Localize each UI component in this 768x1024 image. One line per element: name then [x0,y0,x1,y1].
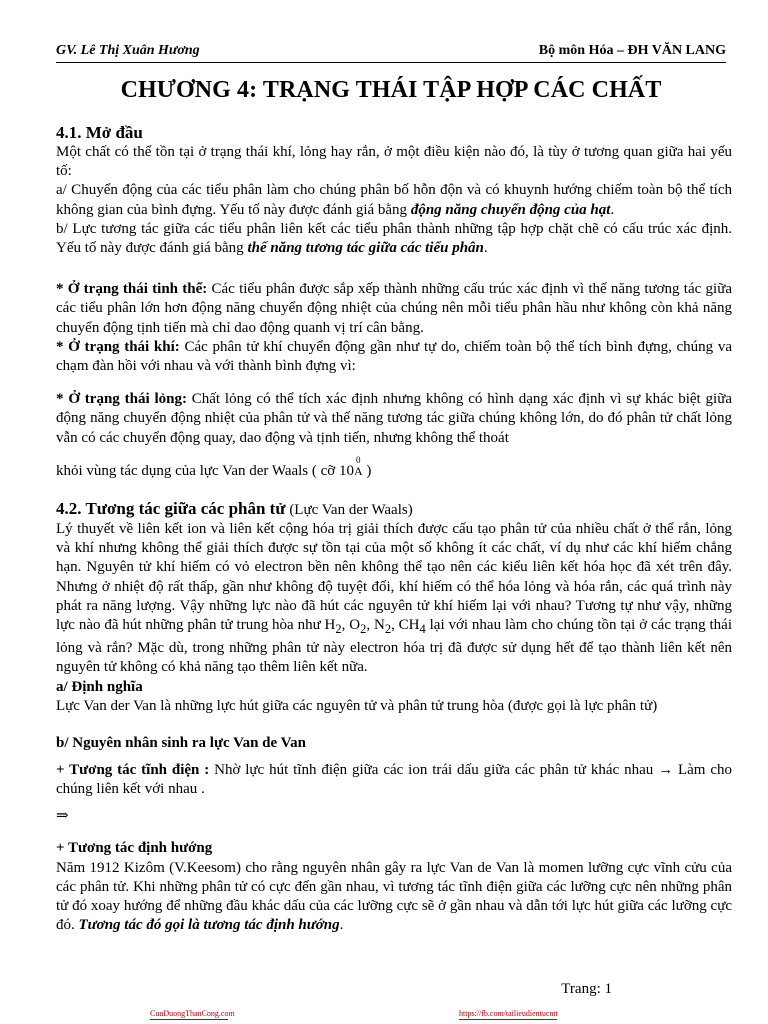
subscript: 2 [360,622,367,637]
section-4-2-text1: Lý thuyết về liên kết ion và liên kết cộng hóa trị giải thích được cấu tạo phân tử của nhiều chất ở thể rắn, lỏng và khí nhưng không thể giải thích được sự tồn tại của một số không ít các chất, ví dụ như các khí hiếm chẳng hạn. Nguyên tử khí hiếm có vỏ electron bền nên không thể tạo nên các kiểu liên kết hóa học đã xét trên đây. Nhưng ở nhiệt độ rất thấp, gần như không độ tuyệt đối, khí hiếm có thể hóa lỏng và hóa rắn, các quá trình này phát ra năng lượng. Vậy những lực nào đã hút các nguyên tử khí hiếm lại với nhau? Tương tự như vậy, những lực nào đã hút những phân tử trung hòa như H [56,521,732,634]
gas-state-paragraph [56,338,732,376]
footer-source-link[interactable]: CuuDuongThanCong.com [150,1009,235,1018]
section-4-2-heading [56,499,732,520]
section-4-1-heading: 4.1. Mở đầu [56,123,143,142]
orientation-end: . [339,917,344,934]
factor-b-text: b/ Lực tương tác giữa các tiểu phân liên kết các tiểu phân thành những tập hợp chặt chẽ có cấu trúc xác định. Yếu tố này được đánh giá bằng [56,220,732,257]
section-4-2-title: 4.2. Tương tác giữa các phân tử [56,499,286,519]
solid-state-label: * Ở trạng thái tinh thể: [56,281,208,298]
factor-a-end: . [610,201,615,218]
footer-link-underline [459,1019,557,1020]
factor-a-text: a/ Chuyển động của các tiểu phân làm cho chúng phân bố hỗn độn và có khuynh hướng chiếm toàn bộ thể tích không gian của bình đựng. Yếu tố này được đánh giá bằng [56,182,732,218]
header-author: GV. Lê Thị Xuân Hương [56,43,200,58]
header-divider [56,62,726,63]
footer-link-underline [150,1019,228,1020]
comma: , [391,617,399,634]
orientation-heading: + Tương tác định hướng [56,840,213,857]
solid-state-text: Các tiểu phân được sắp xếp thành những cấu trúc xác định vì thế năng tương tác giữa các tiểu phân lớn hơn động năng chuyển động nhiệt của chúng nên mỗi tiểu phân hầu như không còn khả năng chuyển động tịnh tiến mà chỉ dao động quanh vị trí cân bằng. [56,281,732,336]
electrostatic-label: + Tương tác tĩnh điện : [56,762,210,779]
section-4-2-subtitle: (Lực Van der Waals) [285,502,413,519]
orientation-emphasis: Tương tác đó gọi là tương tác định hướng [78,917,340,934]
section-4-2-paragraph [56,520,732,678]
implies-symbol: ⇒ [56,808,69,825]
angstrom-unit [353,454,363,481]
gas-state-label: * Ở trạng thái khí: [56,338,180,355]
liquid-state-label: * Ở trạng thái lỏng: [56,391,187,408]
electrostatic-paragraph [56,761,732,799]
liquid-state-text: Chất lỏng có thể tích xác định nhưng không có hình dạng xác định vì sự khác biệt giữa động năng chuyển động nhiệt của phân tử và thế năng tương tác giữa chúng không lớn, do đó phân tử chất lỏng vẫn có các chuyển động quay, dao động và tịnh tiến, nhưng không thể thoát [56,391,732,446]
header-department: Bộ môn Hóa – ĐH VĂN LANG [538,43,726,58]
liquid-state-close: ) [362,462,372,479]
angstrom-ring: 0 [355,454,361,465]
page-header [56,43,726,59]
section-4-2-text2: lại với nhau làm cho chúng tồn tại ở các trạng thái lỏng và rắn? Mặc dù, trong những phân tử này electron hóa trị đã được sử dụng hết để tạo thành liên kết nên nguyên tử không có khả năng tạo thêm liên kết nữa. [56,617,733,676]
factor-a-emphasis: động năng chuyển động của hạt [410,201,611,218]
electrostatic-text: Nhờ lực hút tĩnh điện giữa các ion trái dấu giữa các phân tử khác nhau → Làm cho chúng liên kết với nhau . [56,762,732,798]
subscript: 2 [335,622,342,637]
orientation-paragraph [56,859,732,936]
subscript: 4 [419,622,426,637]
formula-o: O [349,617,361,634]
factor-b-end: . [483,240,488,257]
footer-facebook-link[interactable]: https://fb.com/tailieudientucntt [459,1009,558,1018]
angstrom-letter: A [353,463,363,478]
orientation-text: Năm 1912 Kizôm (V.Keesom) cho rằng nguyên nhân gây ra lực Van de Van là momen lưỡng cực vĩnh cửu của các phân tử. Khi những phân tử có cực đến gần nhau, vì tương tác tĩnh điện giữa các lưỡng cực nên những phân tử đó xoay hướng để những đầu khác dấu của các lưỡng cực sẽ ở gần nhau và dẫn tới lực hút giữa các lưỡng cực đó. [56,859,732,934]
formula-ch: CH [398,617,420,634]
cause-heading: b/ Nguyên nhân sinh ra lực Van de Van [56,734,306,751]
liquid-state-line2 [56,454,732,481]
gas-state-text: Các phân tử khí chuyển động gần như tự do, chiếm toàn bộ thể tích bình đựng, chúng va chạm đàn hồi với nhau và với thành bình đựng vì: [56,338,733,375]
comma: , [341,617,350,634]
comma: , [366,617,374,634]
liquid-state-paragraph [56,390,732,448]
document-body [56,123,732,936]
subscript: 2 [384,622,392,637]
factor-b-emphasis: thế năng tương tác giữa các tiểu phân [247,240,484,257]
chapter-title: CHƯƠNG 4: TRẠNG THÁI TẬP HỢP CÁC CHẤT [120,77,662,103]
section-4-1-intro: Một chất có thể tồn tại ở trạng thái khí, lỏng hay rắn, ở một điều kiện nào đó, là tùy ở tương quan giữa hai yếu tố: [56,144,732,180]
formula-n: N [373,617,385,634]
liquid-state-text2: khỏi vùng tác dụng của lực Van der Waals ( cỡ 10 [56,462,354,479]
solid-state-paragraph [56,280,732,338]
factor-b-paragraph [56,220,732,258]
definition-text: Lực Van der Van là những lực hút giữa các nguyên tử và phân tử trung hòa (được gọi là lực phân tử) [56,697,658,714]
definition-heading: a/ Định nghĩa [56,678,143,695]
factor-a-paragraph [56,181,732,219]
page-number: Trang: 1 [561,981,612,997]
